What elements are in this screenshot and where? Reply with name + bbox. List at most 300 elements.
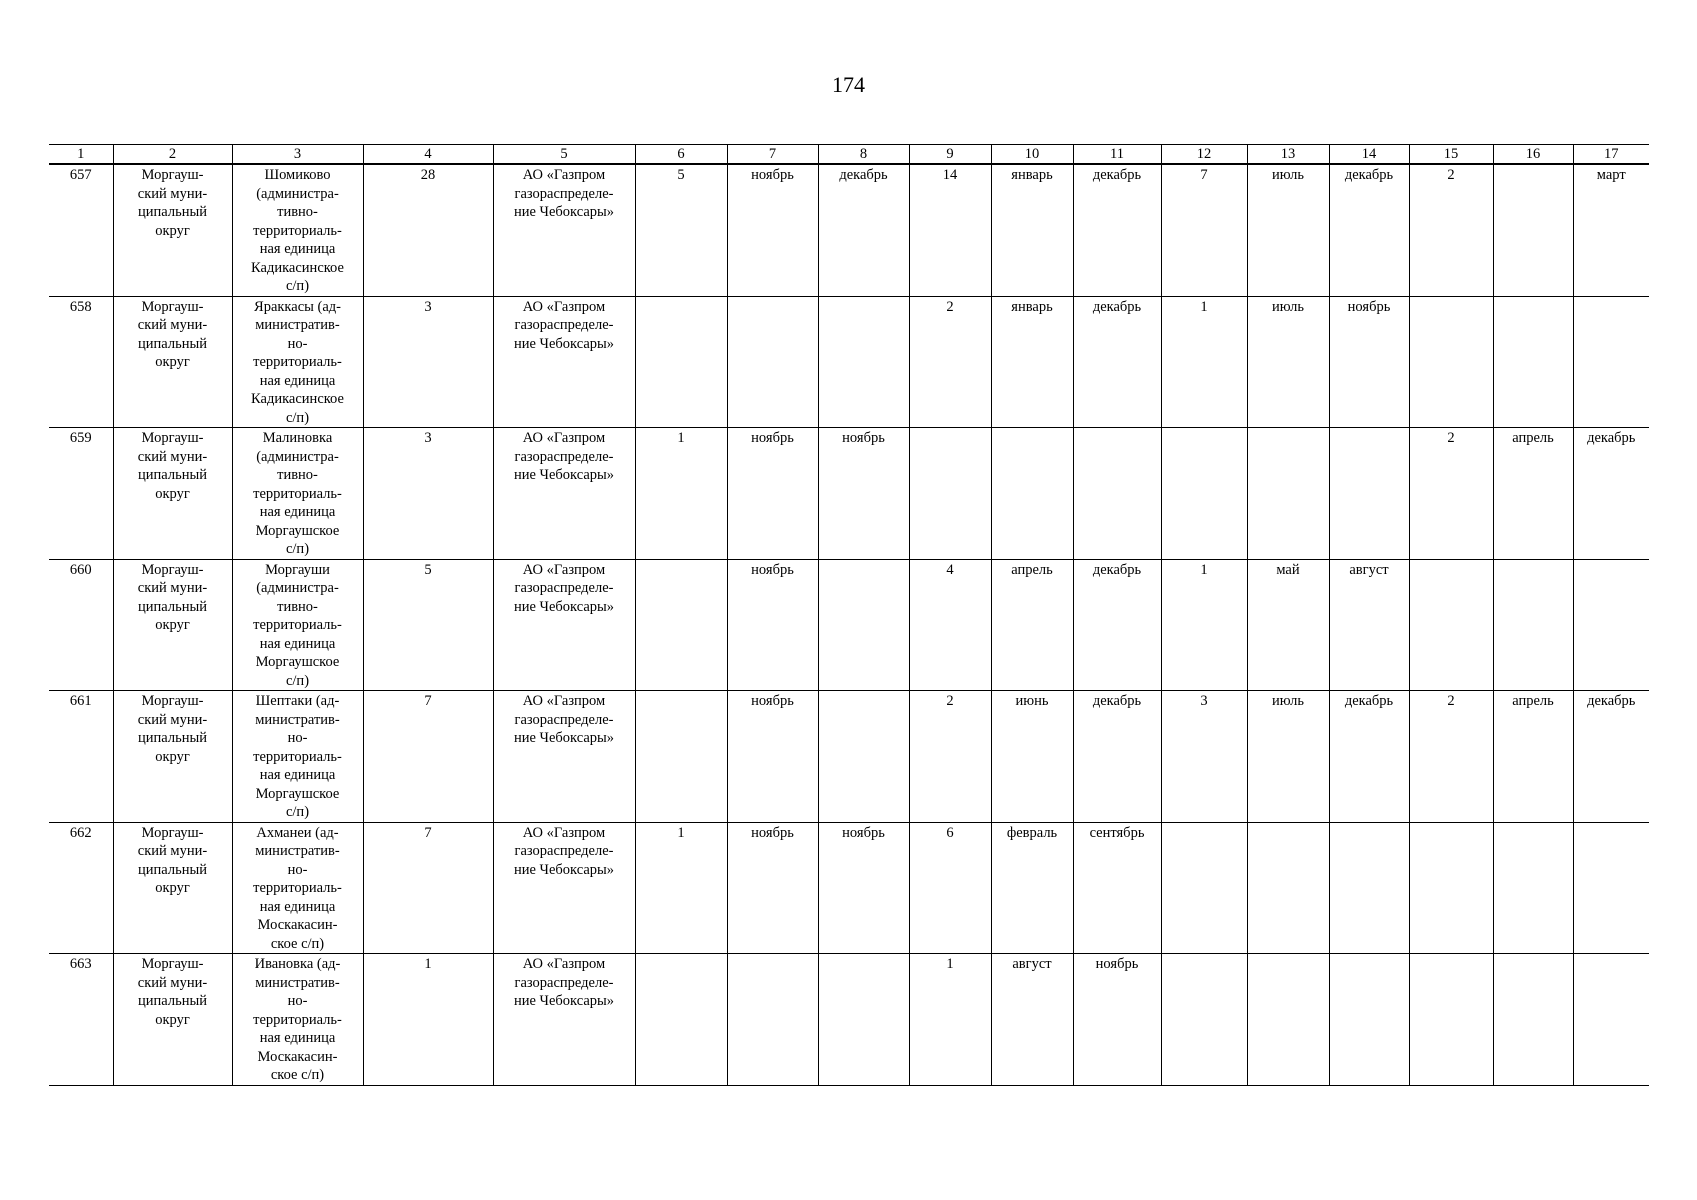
cell-text: территориаль- (253, 1011, 342, 1028)
cell-text: ноябрь (751, 824, 794, 841)
table-cell (727, 954, 818, 1086)
cell-text: ноябрь (842, 430, 885, 446)
table-cell (1573, 559, 1649, 691)
table-cell (49, 691, 113, 823)
column-header: 8 (818, 145, 909, 165)
column-header: 15 (1409, 145, 1493, 165)
cell-text: июнь (1015, 693, 1049, 709)
cell-text: Ахманеи (ад- (256, 824, 339, 841)
table-cell (727, 691, 818, 823)
table-cell (113, 691, 232, 823)
table-cell (635, 164, 727, 296)
cell-text: ноябрь (1095, 956, 1139, 972)
column-header: 10 (991, 145, 1073, 165)
table-cell (1409, 559, 1493, 691)
table-cell (1161, 954, 1247, 1086)
table-header (49, 145, 1649, 165)
cell-text: (администра- (256, 185, 339, 202)
cell-text: округ (155, 354, 190, 370)
table-cell (909, 428, 991, 560)
table-cell (1493, 164, 1573, 296)
cell-text: ципальный (138, 467, 207, 483)
table-cell (1573, 428, 1649, 560)
table-cell (991, 428, 1073, 560)
table-cell (991, 296, 1073, 428)
cell-text: январь (1011, 167, 1053, 183)
cell-text: август (1349, 561, 1389, 578)
table-cell (1573, 691, 1649, 823)
cell-text: 14 (942, 167, 958, 183)
table-cell (1161, 164, 1247, 296)
cell-text: ноябрь (842, 824, 885, 841)
table-cell (493, 164, 635, 296)
cell-text: ский муни- (137, 448, 208, 465)
cell-text: декабрь (1587, 693, 1636, 709)
cell-text: газораспределе- (514, 317, 614, 333)
table-cell (1247, 822, 1329, 954)
cell-text: ноябрь (751, 430, 794, 446)
cell-text: территориаль- (253, 617, 342, 633)
cell-text: декабрь (1344, 167, 1394, 183)
table-cell (818, 164, 909, 296)
cell-text: ципальный (138, 204, 207, 220)
cell-text: 657 (69, 167, 92, 183)
cell-text: ский муни- (137, 843, 208, 859)
cell-text: АО «Газпром (522, 693, 606, 709)
table-row (49, 691, 1649, 823)
column-header: 16 (1493, 145, 1573, 165)
cell-text: округ (155, 880, 190, 896)
table-cell (1161, 822, 1247, 954)
cell-text: округ (155, 748, 190, 765)
cell-text: август (1012, 956, 1052, 972)
cell-text: 663 (69, 956, 92, 972)
cell-text: Моргауш- (141, 430, 204, 446)
cell-text: Яраккасы (ад- (254, 298, 341, 315)
table-cell (727, 296, 818, 428)
cell-text: сентябрь (1089, 824, 1145, 841)
cell-text: ноябрь (751, 167, 794, 183)
table-cell (727, 164, 818, 296)
column-header: 3 (232, 145, 363, 165)
cell-text: газораспределе- (514, 711, 614, 728)
table-cell (1073, 559, 1161, 691)
cell-text: территориаль- (253, 354, 342, 370)
table-cell (1493, 954, 1573, 1086)
cell-text: январь (1011, 298, 1053, 315)
cell-text: Кадикасинское (251, 391, 344, 407)
cell-text: апрель (1512, 693, 1554, 709)
cell-text: 2 (1447, 167, 1455, 183)
cell-text: ние Чебоксары» (513, 993, 615, 1009)
cell-text: ная единица (259, 767, 336, 783)
cell-text: Моргаушское (255, 785, 340, 802)
table-row (49, 954, 1649, 1086)
cell-text: декабрь (1092, 693, 1142, 709)
cell-text: газораспределе- (514, 185, 614, 202)
cell-text: ная единица (259, 898, 336, 915)
table-cell (1073, 954, 1161, 1086)
cell-text: тивно- (277, 598, 318, 615)
cell-text: министратив- (255, 317, 340, 333)
table-cell (909, 296, 991, 428)
cell-text: ная единица (259, 241, 336, 257)
table-cell (363, 428, 493, 560)
cell-text: ние Чебоксары» (513, 335, 615, 352)
cell-text: округ (155, 1011, 190, 1028)
table-cell (1329, 691, 1409, 823)
table-cell (991, 691, 1073, 823)
cell-text: АО «Газпром (522, 824, 606, 841)
table-cell (493, 428, 635, 560)
table-row (49, 296, 1649, 428)
cell-text: 2 (1447, 430, 1455, 446)
cell-text: 1 (424, 956, 432, 972)
column-header: 4 (363, 145, 493, 165)
cell-text: территориаль- (253, 880, 342, 896)
table-cell (818, 296, 909, 428)
table-cell (727, 428, 818, 560)
table-cell (909, 559, 991, 691)
cell-text: апрель (1011, 561, 1053, 578)
table-cell (493, 954, 635, 1086)
table-cell (493, 822, 635, 954)
cell-text: Моргауш- (141, 693, 204, 709)
cell-text: ский муни- (137, 974, 208, 991)
table-cell (1247, 164, 1329, 296)
table-cell (635, 691, 727, 823)
table-cell (635, 428, 727, 560)
table-cell (1493, 691, 1573, 823)
column-header: 6 (635, 145, 727, 165)
cell-text: декабрь (1092, 298, 1142, 315)
cell-text: ское с/п) (270, 935, 325, 952)
cell-text: Моргауш- (141, 298, 204, 315)
table-cell (818, 559, 909, 691)
table-cell (727, 559, 818, 691)
table-cell (1073, 691, 1161, 823)
table-cell (991, 822, 1073, 954)
cell-text: ние Чебоксары» (513, 204, 615, 220)
cell-text: март (1596, 167, 1626, 183)
cell-text: ципальный (138, 730, 207, 746)
cell-text: 1 (677, 824, 685, 841)
table-cell (363, 954, 493, 1086)
table-cell (635, 296, 727, 428)
cell-text: 28 (420, 167, 436, 183)
cell-text: ние Чебоксары» (513, 598, 615, 615)
table-body (49, 164, 1649, 1085)
table-cell (363, 559, 493, 691)
table-cell (1409, 822, 1493, 954)
header-row (49, 145, 1649, 165)
table-cell (363, 822, 493, 954)
column-header: 12 (1161, 145, 1247, 165)
cell-text: декабрь (1092, 561, 1142, 578)
cell-text: с/п) (285, 409, 310, 426)
cell-text: АО «Газпром (522, 430, 606, 446)
table-cell (232, 164, 363, 296)
cell-text: Малиновка (262, 430, 333, 446)
cell-text: 7 (424, 693, 432, 709)
table-cell (1493, 296, 1573, 428)
table-cell (909, 691, 991, 823)
cell-text: ная единица (259, 372, 336, 389)
cell-text: 2 (946, 298, 954, 315)
cell-text: Моргаушское (255, 654, 340, 670)
cell-text: 2 (946, 693, 954, 709)
table-cell (1329, 559, 1409, 691)
cell-text: 7 (1200, 167, 1208, 183)
cell-text: но- (287, 730, 308, 746)
table-cell (493, 296, 635, 428)
cell-text: ние Чебоксары» (513, 861, 615, 878)
cell-text: территориаль- (253, 748, 342, 765)
cell-text: 4 (946, 561, 954, 578)
table-cell (909, 164, 991, 296)
cell-text: 3 (424, 430, 432, 446)
cell-text: 5 (424, 561, 432, 578)
cell-text: 1 (1200, 298, 1208, 315)
table-cell (1493, 822, 1573, 954)
table-row (49, 428, 1649, 560)
table-cell (49, 954, 113, 1086)
column-header: 5 (493, 145, 635, 165)
table-cell (363, 691, 493, 823)
table-cell (1247, 954, 1329, 1086)
cell-text: ский муни- (137, 580, 208, 596)
table-cell (1573, 822, 1649, 954)
cell-text: АО «Газпром (522, 561, 606, 578)
table-cell (113, 559, 232, 691)
cell-text: газораспределе- (514, 974, 614, 991)
table-cell (49, 296, 113, 428)
cell-text: ная единица (259, 1030, 336, 1046)
table-cell (493, 559, 635, 691)
cell-text: округ (155, 222, 190, 239)
table-cell (909, 954, 991, 1086)
table-cell (1161, 691, 1247, 823)
cell-text: (администра- (256, 580, 339, 596)
column-header: 13 (1247, 145, 1329, 165)
cell-text: тивно- (277, 204, 318, 220)
cell-text: ноябрь (1347, 298, 1391, 315)
column-header: 14 (1329, 145, 1409, 165)
table-cell (1573, 164, 1649, 296)
cell-text: ское с/п) (270, 1067, 325, 1083)
cell-text: ная единица (259, 635, 336, 652)
table-cell (113, 954, 232, 1086)
column-header: 9 (909, 145, 991, 165)
cell-text: ноябрь (751, 693, 794, 709)
cell-text: 659 (69, 430, 92, 446)
table-cell (49, 822, 113, 954)
cell-text: ципальный (138, 861, 207, 878)
cell-text: министратив- (255, 711, 340, 728)
table-cell (49, 428, 113, 560)
cell-text: ная единица (259, 504, 336, 520)
cell-text: газораспределе- (514, 448, 614, 465)
cell-text: Моргауш- (141, 561, 204, 578)
table-cell (1247, 559, 1329, 691)
column-header: 7 (727, 145, 818, 165)
cell-text: ципальный (138, 335, 207, 352)
cell-text: ние Чебоксары» (513, 730, 615, 746)
table-cell (113, 428, 232, 560)
table-cell (232, 296, 363, 428)
cell-text: 2 (1447, 693, 1455, 709)
table-cell (909, 822, 991, 954)
column-header: 11 (1073, 145, 1161, 165)
cell-text: но- (287, 993, 308, 1009)
table-cell (1247, 296, 1329, 428)
cell-text: декабрь (1092, 167, 1142, 183)
cell-text: 1 (677, 430, 685, 446)
table-cell (1329, 296, 1409, 428)
cell-text: округ (155, 617, 190, 633)
table-cell (1073, 822, 1161, 954)
cell-text: АО «Газпром (522, 298, 606, 315)
table-cell (232, 428, 363, 560)
table-cell (49, 164, 113, 296)
cell-text: 662 (69, 824, 92, 841)
cell-text: Моргауш- (141, 956, 204, 972)
cell-text: ноябрь (751, 561, 794, 578)
table-cell (818, 954, 909, 1086)
cell-text: ский муни- (137, 317, 208, 333)
cell-text: ский муни- (137, 711, 208, 728)
table-cell (49, 559, 113, 691)
cell-text: Моргауш- (141, 167, 204, 183)
cell-text: Моргаушское (255, 522, 340, 539)
cell-text: территориаль- (253, 222, 342, 239)
table-cell (113, 296, 232, 428)
data-table (49, 144, 1649, 1086)
cell-text: май (1276, 561, 1300, 578)
table-cell (1409, 691, 1493, 823)
cell-text: Кадикасинское (251, 259, 344, 276)
cell-text: апрель (1512, 430, 1554, 446)
table-cell (818, 691, 909, 823)
cell-text: 1 (1200, 561, 1208, 578)
table-cell (818, 428, 909, 560)
table-cell (113, 822, 232, 954)
table-cell (493, 691, 635, 823)
cell-text: 660 (69, 561, 92, 578)
cell-text: 658 (69, 298, 92, 315)
table-cell (727, 822, 818, 954)
cell-text: июль (1271, 693, 1305, 709)
cell-text: ципальный (138, 598, 207, 615)
cell-text: 1 (946, 956, 954, 972)
cell-text: Ивановка (ад- (254, 956, 341, 972)
table-cell (1161, 428, 1247, 560)
column-header: 1 (49, 145, 113, 165)
cell-text: АО «Газпром (522, 167, 606, 183)
cell-text: но- (287, 861, 308, 878)
table-cell (1073, 428, 1161, 560)
table-cell (635, 954, 727, 1086)
cell-text: газораспределе- (514, 843, 614, 859)
table-cell (1329, 164, 1409, 296)
cell-text: с/п) (285, 278, 310, 294)
cell-text: Москакасин- (257, 917, 338, 933)
table-row (49, 559, 1649, 691)
cell-text: ципальный (138, 993, 207, 1009)
table-cell (113, 164, 232, 296)
cell-text: декабрь (1344, 693, 1394, 709)
table-cell (991, 164, 1073, 296)
table-cell (1073, 164, 1161, 296)
cell-text: Шептаки (ад- (255, 693, 340, 709)
table-cell (635, 822, 727, 954)
table-cell (1329, 954, 1409, 1086)
table-cell (1573, 296, 1649, 428)
table-row (49, 164, 1649, 296)
cell-text: с/п) (285, 672, 310, 689)
table-cell (1409, 428, 1493, 560)
table-cell (1247, 428, 1329, 560)
cell-text: (администра- (256, 448, 339, 465)
cell-text: ние Чебоксары» (513, 467, 615, 483)
cell-text: тивно- (277, 467, 318, 483)
table-cell (1161, 559, 1247, 691)
table-cell (1329, 428, 1409, 560)
table-cell (363, 164, 493, 296)
cell-text: 3 (424, 298, 432, 315)
table-cell (1409, 954, 1493, 1086)
table-row (49, 822, 1649, 954)
cell-text: Моргауш- (141, 824, 204, 841)
cell-text: но- (287, 335, 308, 352)
cell-text: 661 (69, 693, 92, 709)
cell-text: ский муни- (137, 185, 208, 202)
cell-text: АО «Газпром (522, 956, 606, 972)
cell-text: февраль (1006, 824, 1058, 841)
table-cell (1329, 822, 1409, 954)
cell-text: 7 (424, 824, 432, 841)
cell-text: с/п) (285, 541, 310, 557)
page-number: 174 (832, 72, 865, 97)
cell-text: Москакасин- (257, 1048, 338, 1065)
table-cell (1409, 296, 1493, 428)
cell-text: территориаль- (253, 485, 342, 502)
table-cell (232, 954, 363, 1086)
cell-text: округ (155, 485, 190, 502)
table-cell (1409, 164, 1493, 296)
cell-text: министратив- (255, 843, 340, 859)
cell-text: июль (1271, 167, 1305, 183)
column-header: 17 (1573, 145, 1649, 165)
table-cell (1247, 691, 1329, 823)
table-cell (1573, 954, 1649, 1086)
table-cell (818, 822, 909, 954)
table-cell (635, 559, 727, 691)
column-header: 2 (113, 145, 232, 165)
cell-text: декабрь (839, 167, 888, 183)
table-cell (232, 822, 363, 954)
cell-text: 3 (1200, 693, 1208, 709)
table-cell (363, 296, 493, 428)
table-cell (991, 559, 1073, 691)
cell-text: газораспределе- (514, 580, 614, 596)
table-cell (1493, 428, 1573, 560)
cell-text: 6 (946, 824, 954, 841)
table-cell (232, 559, 363, 691)
table-cell (1073, 296, 1161, 428)
cell-text: с/п) (285, 804, 310, 820)
cell-text: декабрь (1587, 430, 1636, 446)
